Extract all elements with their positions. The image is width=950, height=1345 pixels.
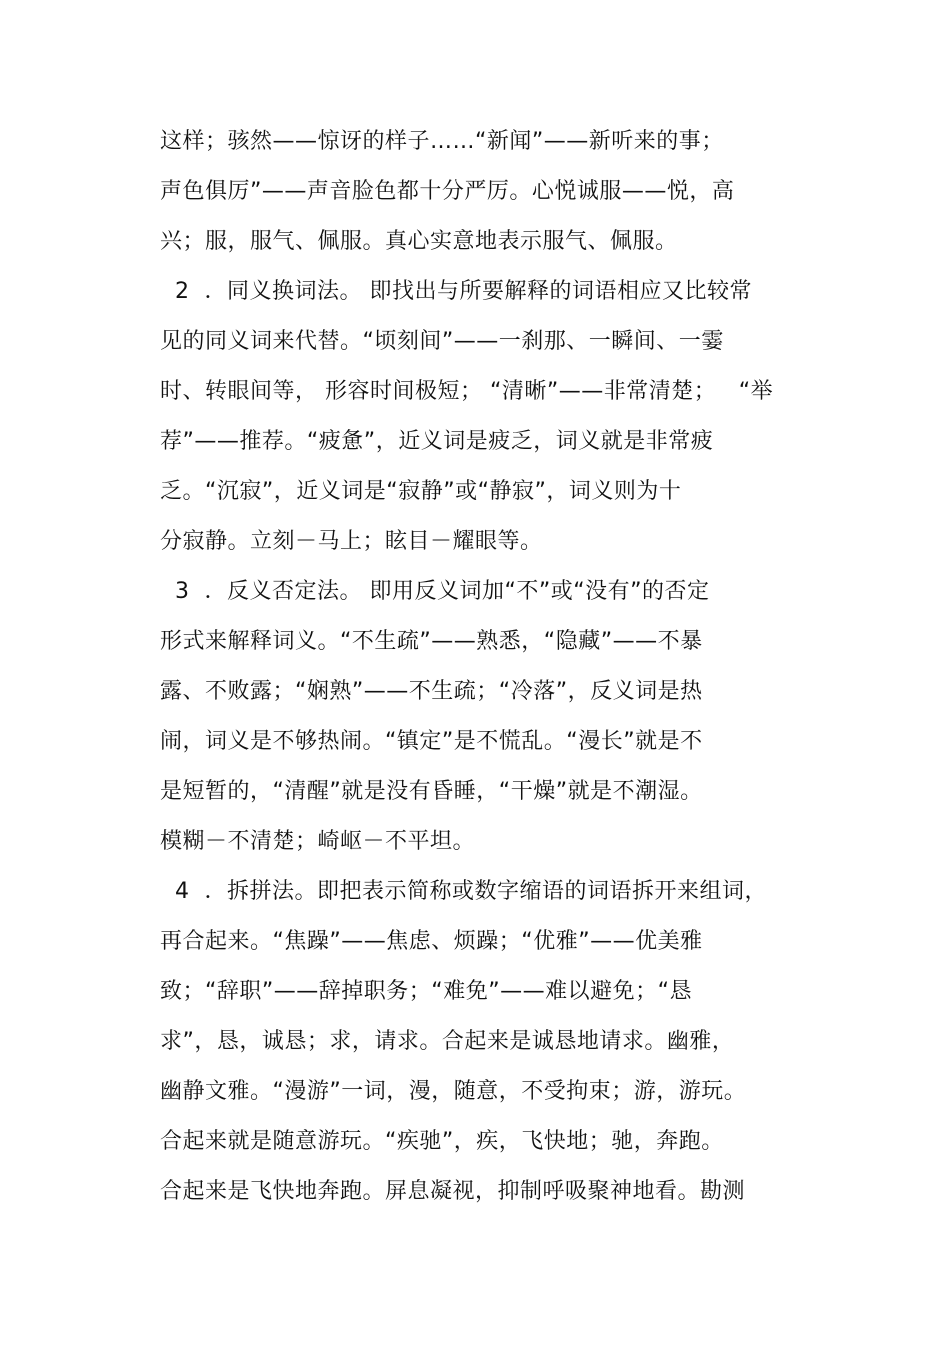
text-line: 时、转眼间等， 形容时间极短； “清晰”——非常清楚； “举 (160, 379, 774, 404)
text-line: 求”，恳，诚恳；求，请求。合起来是诚恳地请求。幽雅， (160, 1029, 735, 1054)
text-line: 见的同义词来代替。“顷刻间”——一刹那、一瞬间、一霎 (160, 329, 724, 354)
text-line: 这样；骇然——惊讶的样子……“新闻”——新听来的事； (160, 129, 724, 154)
text-line: 致；“辞职”——辞掉职务；“难免”——难以避免；“恳 (160, 979, 692, 1004)
text-line: 闹，词义是不够热闹。“镇定”是不慌乱。“漫长”就是不 (160, 729, 703, 754)
text-line: 形式来解释词义。“不生疏”——熟悉，“隐藏”——不暴 (160, 629, 703, 654)
text-line: 模糊－不清楚；崎岖－不平坦。 (160, 829, 476, 854)
text-line: 乏。“沉寂”，近义词是“寂静”或“静寂”，词义则为十 (160, 479, 682, 504)
text-line: 合起来就是随意游玩。“疾驰”，疾，飞快地；驰，奔跑。 (160, 1129, 724, 1154)
text-line: 荐”——推荐。“疲惫”，近义词是疲乏，词义就是非常疲 (160, 429, 714, 454)
text-line: 4 ．拆拼法。即把表示简称或数字缩语的词语拆开来组词， (160, 879, 767, 904)
text-line: 兴；服，服气、佩服。真心实意地表示服气、佩服。 (160, 229, 678, 254)
text-line: 声色俱厉”——声音脸色都十分严厉。心悦诚服——悦，高 (160, 179, 735, 204)
text-line: 再合起来。“焦躁”——焦虑、烦躁；“优雅”——优美雅 (160, 929, 703, 954)
text-line: 3 ．反义否定法。 即用反义词加“不”或“没有”的否定 (160, 579, 710, 604)
text-line: 2 ．同义换词法。 即找出与所要解释的词语相应又比较常 (160, 279, 752, 304)
text-line: 分寂静。立刻－马上；眩目－耀眼等。 (160, 529, 543, 554)
text-line: 是短暂的，“清醒”就是没有昏睡，“干燥”就是不潮湿。 (160, 779, 703, 804)
text-line: 合起来是飞快地奔跑。屏息凝视，抑制呼吸聚神地看。勘测 (160, 1179, 746, 1204)
text-line: 露、不败露；“娴熟”——不生疏；“冷落”，反义词是热 (160, 679, 703, 704)
text-line: 幽静文雅。“漫游”一词，漫，随意，不受拘束；游，游玩。 (160, 1079, 747, 1104)
